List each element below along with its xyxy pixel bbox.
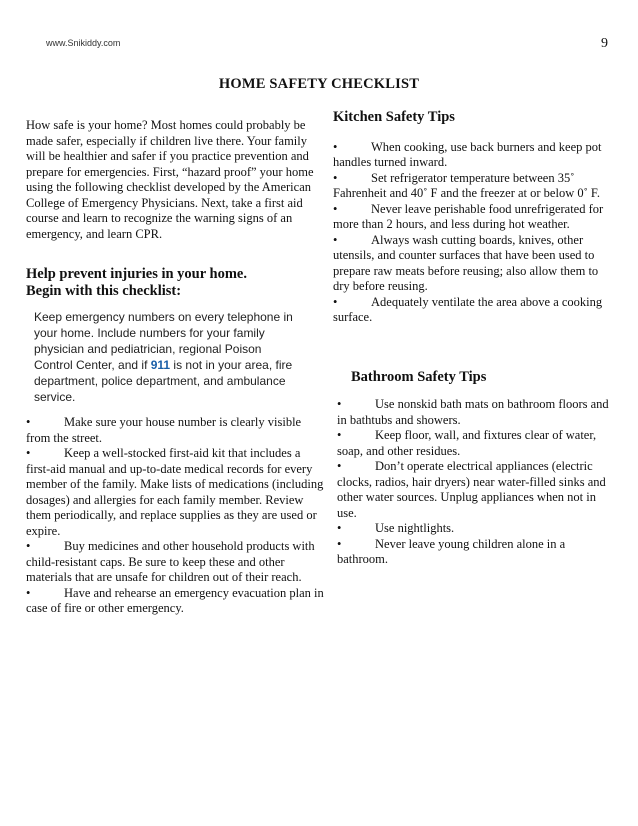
list-item-text: Never leave young children alone in a bathroom. [337,536,566,566]
list-item-text: Have and rehearse an emergency evacuation plan in case of fire or other emergency. [26,585,324,615]
list-item-text: When cooking, use back burners and keep pot handles turned inward. [333,139,602,169]
list-item-text: Adequately ventilate the area above a cooking surface. [333,294,603,324]
page-title: HOME SAFETY CHECKLIST [218,76,420,92]
site-url: www.Snikiddy.com [46,38,121,48]
help-heading-line1: Help prevent injuries in your home. [26,266,247,282]
note-text-after: is not in your area, fire department, police department, and ambulance service. [34,358,293,404]
bullet-icon: • [337,428,342,442]
list-item [26,415,326,446]
bullet-icon: • [337,459,342,473]
kitchen-heading: Kitchen Safety Tips [333,109,455,125]
list-item [337,459,613,521]
note-text-before: Keep emergency numbers on every telephone in your home. Include numbers for your family physician and pediatrician, regional Poison Control Center, and if [34,310,293,372]
list-item [337,537,613,568]
bullet-icon: • [337,521,342,535]
emergency-numbers-note [34,309,296,405]
right-column [333,110,613,568]
bullet-icon: • [333,201,338,216]
list-item [337,521,613,537]
list-item-text: Use nightlights. [375,521,455,535]
help-bullet-list [26,415,326,617]
list-item [26,446,326,539]
help-heading [26,266,326,300]
bullet-icon: • [337,397,342,411]
list-item-text: Set refrigerator temperature between 35˚ Fahrenheit and 40˚ F and the freezer at or below 0˚ F. [333,170,600,200]
list-item [333,295,613,326]
intro-paragraph: How safe is your home? Most homes could probably be made safer, especially if children live there. Your family will be healthier and safer if you practice prevention and prepare for emergencies. First, “hazard proof” your home using the following checklist developed by the American College of Emergency Physicians. Next, take a first aid course and learn to recognize the warning signs of an emergency, and learn CPR. [26,118,314,241]
list-item [333,171,613,202]
list-item-text: Never leave perishable food unrefrigerated for more than 2 hours, and less during hot weather. [333,201,604,231]
left-column [26,118,326,617]
kitchen-bullet-list [333,140,613,326]
emergency-911: 911 [150,358,171,372]
bullet-icon: • [333,232,338,247]
bullet-icon: • [26,585,31,600]
page-number: 9 [601,36,608,51]
bathroom-heading: Bathroom Safety Tips [351,368,487,385]
list-item [337,428,613,459]
bullet-icon: • [337,536,342,551]
list-item [333,202,613,233]
help-heading-line2: Begin with this checklist: [26,283,182,299]
list-item-text: Keep floor, wall, and fixtures clear of water, soap, and other residues. [337,428,597,458]
list-item [26,539,326,586]
bullet-icon: • [26,446,31,460]
bullet-icon: • [333,139,338,154]
list-item-text: Keep a well-stocked first-aid kit that includes a first-aid manual and up-to-date medical records for every member of the family. Make lists of medications (including dosages) and allergies for each family member. Review them periodically, and replace supplies as they are used or expire. [26,446,324,538]
bullet-icon: • [26,539,31,553]
list-item-text: Make sure your house number is clearly visible from the street. [26,415,302,445]
list-item-text: Use nonskid bath mats on bathroom floors and in bathtubs and showers. [337,397,609,427]
bullet-icon: • [333,170,338,185]
list-item-text: Always wash cutting boards, knives, other utensils, and counter surfaces that have been used to prepare raw meats before reusing; also allow them to dry before reusing. [333,232,599,293]
list-item-text: Buy medicines and other household products with child-resistant caps. Be sure to keep these and other materials that are unsafe for children out of their reach. [26,539,315,584]
list-item-text: Don’t operate electrical appliances (electric clocks, radios, hair dryers) near water-filled sinks and other water sources. Unplug appliances when not in use. [337,459,606,520]
list-item [337,397,613,428]
bathroom-bullet-list [337,397,613,568]
list-item [333,233,613,295]
list-item [333,140,613,171]
bullet-icon: • [333,294,338,309]
list-item [26,586,326,617]
bullet-icon: • [26,415,31,429]
